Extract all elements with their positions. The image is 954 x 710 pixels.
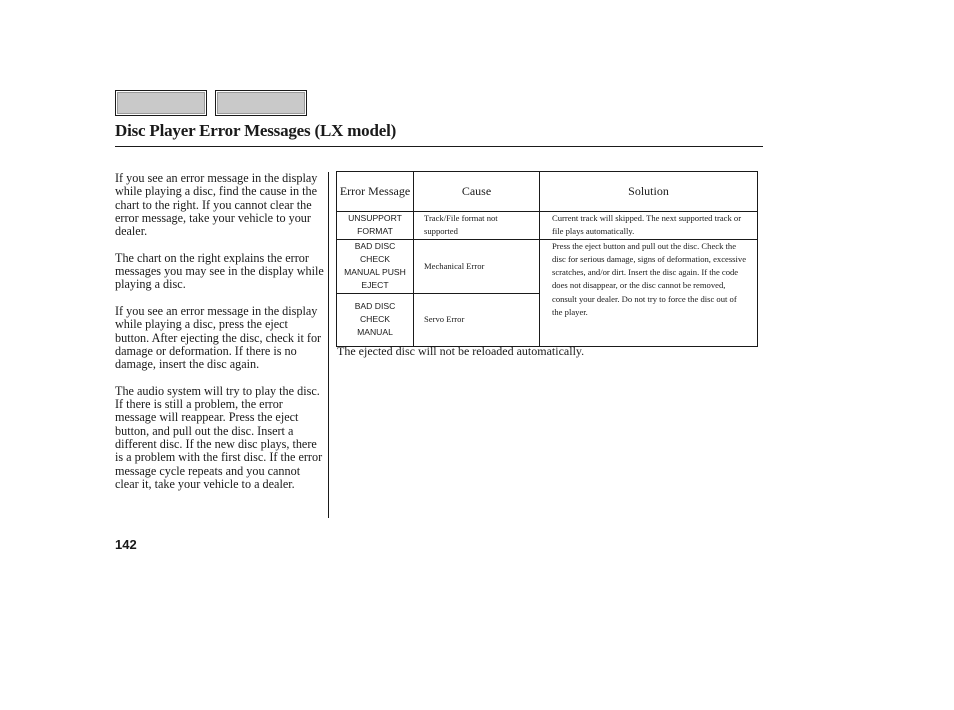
intro-paragraph-1: If you see an error message in the display while playing a disc, find the cause in the chart to the right. If you cannot clear the error message, take your vehicle to your dealer. — [115, 171, 318, 239]
table-row — [337, 212, 758, 240]
error-message-text: UNSUPPORT FORMAT — [348, 213, 402, 237]
page-number: 142 — [115, 537, 137, 552]
ejected-disc-note: The ejected disc will not be reloaded automatically. — [337, 344, 585, 358]
header-solution: Solution — [540, 172, 758, 212]
error-message-table — [336, 171, 758, 347]
cause-cell — [414, 293, 540, 346]
solution-cell — [540, 239, 758, 346]
error-message-cell — [337, 293, 414, 346]
column-divider — [328, 172, 329, 518]
solution-cell — [540, 212, 758, 240]
table-header-row — [337, 172, 758, 212]
header-error-message: Error Message — [337, 172, 414, 212]
cause-text: Mechanical Error — [424, 260, 485, 271]
header-tab-1[interactable] — [115, 90, 207, 116]
table-row — [337, 239, 758, 293]
intro-paragraph-3: If you see an error message in the display while playing a disc, press the eject button. After ejecting the disc, check it for damage or deformation. If there is no damage, insert the disc again. — [115, 303, 322, 372]
header-tabs — [115, 90, 307, 116]
cause-cell — [414, 239, 540, 293]
page-title: Disc Player Error Messages (LX model) — [115, 121, 397, 140]
intro-paragraph-2: The chart on the right explains the error messages you may see in the display while playing a disc. — [115, 250, 324, 292]
cause-cell — [414, 212, 540, 240]
intro-paragraph-4: The audio system will try to play the disc. If there is still a problem, the error message will reappear. Press the eject button, and pull out the disc. Insert a different disc. If the new disc plays, there is a problem with the first disc. If the error message cycle repeats and you cannot clear it, take your vehicle to a dealer. — [115, 383, 323, 491]
error-message-cell — [337, 212, 414, 240]
error-message-text: BAD DISC CHECK MANUAL PUSH EJECT — [344, 240, 406, 291]
solution-text: Press the eject button and pull out the disc. Check the disc for serious damage, signs of deformation, excessive scratches, and/or dirt. Insert the disc again. If the code does not disappear, or the disc cannot be removed, consult your dealer. Do not try to force the disc out of the player. — [552, 240, 747, 318]
header-cause: Cause — [414, 172, 540, 212]
solution-text: Current track will skipped. The next supported track or file plays automatically. — [552, 213, 742, 237]
cause-text: Servo Error — [424, 314, 465, 325]
header-tab-2[interactable] — [215, 90, 307, 116]
error-message-cell — [337, 239, 414, 293]
intro-text — [115, 172, 325, 504]
cause-text: Track/File format not supported — [424, 213, 498, 237]
title-divider — [115, 146, 763, 147]
error-message-text: BAD DISC CHECK MANUAL — [354, 300, 396, 338]
